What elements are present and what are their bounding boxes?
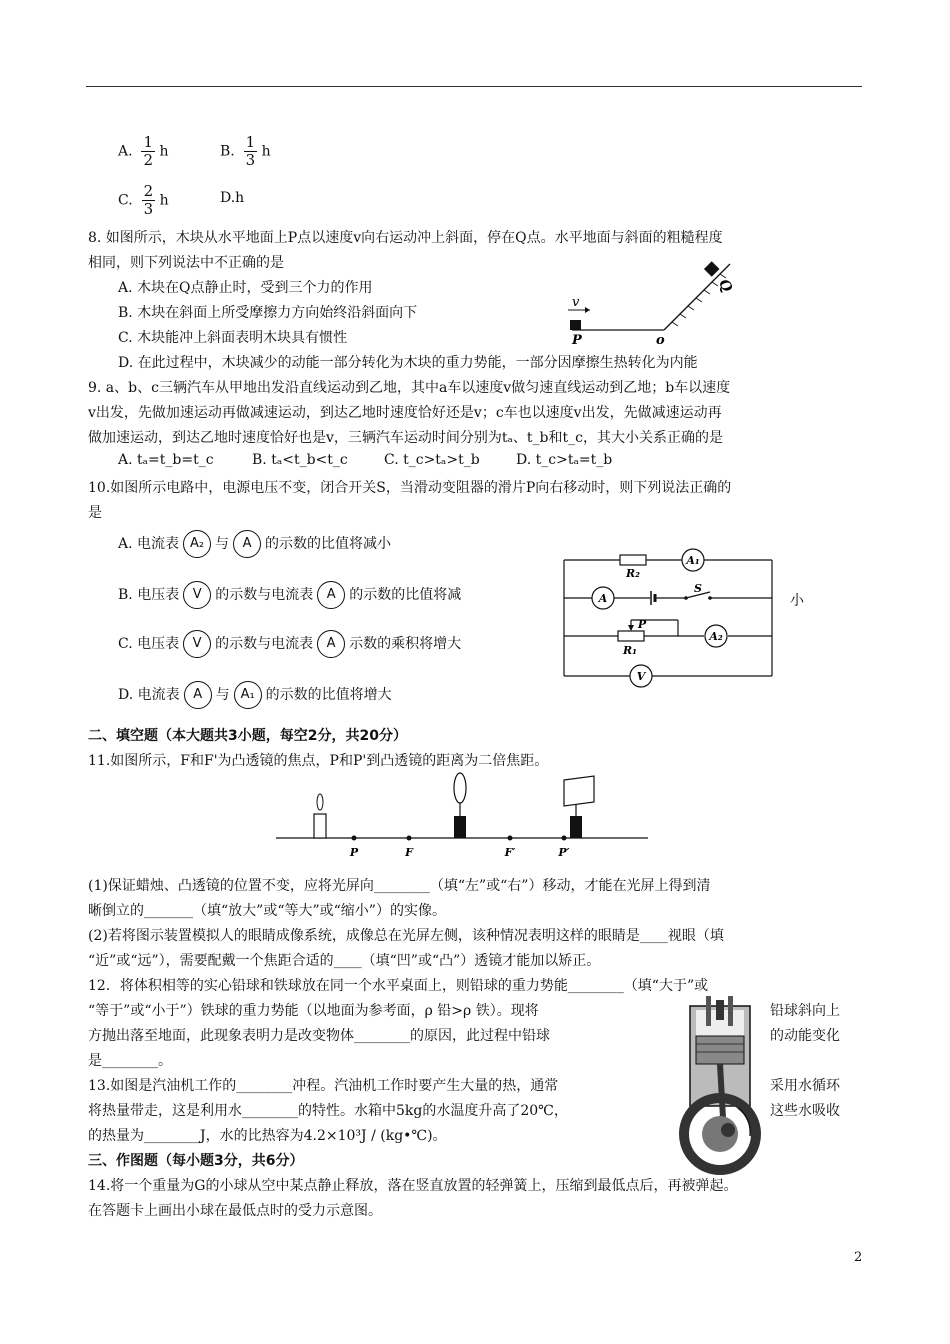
q12-line4: 是________。 xyxy=(88,1053,172,1069)
circuit-a1-label: A₁ xyxy=(686,554,700,567)
incline-figure xyxy=(560,250,740,346)
ammeter-a-icon: A xyxy=(317,581,345,609)
voltmeter-icon: V xyxy=(183,581,211,609)
q9-option-b: B. tₐ<t_b<t_c xyxy=(252,452,348,468)
point-p-prime-label: P′ xyxy=(558,846,570,859)
engine-cylinder-figure xyxy=(676,996,766,1178)
q12-line3: 方抛出落至地面，此现象表明力是改变物体________的原因，此过程中铅球 xyxy=(88,1028,550,1044)
ammeter-a-icon: A xyxy=(184,681,212,709)
q11-sub1-line2: 晰倒立的_______（填“放大”或“等大”或“缩小”）的实像。 xyxy=(88,903,446,919)
fraction: $\frac{2}{3}$ xyxy=(143,182,154,218)
lens-bench-figure xyxy=(272,772,652,862)
section-3-heading: 三、作图题（每小题3分，共6分） xyxy=(88,1153,304,1169)
q12-line1: 12．将体积相等的实心铅球和铁球放在同一个水平桌面上，则铅球的重力势能________（填“大于”或 xyxy=(88,978,709,994)
block-p xyxy=(570,320,581,330)
circuit-s-label: S xyxy=(694,582,702,595)
point-q-label: Q xyxy=(715,276,736,296)
q11-sub2-line2: “近”或“远”），需要配戴一个焦距合适的____（填“凹”或“凸”）透镜才能加以矫正。 xyxy=(88,953,601,969)
circuit-v-label: V xyxy=(636,670,646,683)
q13-line1: 13.如图是汽油机工作的________冲程。汽油机工作时要产生大量的热，通常 xyxy=(88,1078,559,1094)
circuit-r2-label: R₂ xyxy=(626,567,640,580)
q10-option-c: C. 电压表 V 的示数与电流表 A 示数的乘积将增大 xyxy=(118,630,461,658)
q7-option-c: C. $\frac{2}{3}$ h xyxy=(118,182,169,218)
q8-option-a: A. 木块在Q点静止时，受到三个力的作用 xyxy=(118,280,373,296)
ammeter-a2-icon: A₂ xyxy=(183,530,211,558)
q8-stem-line2: 相同，则下列说法中不正确的是 xyxy=(88,255,284,271)
candle-flame xyxy=(317,794,323,810)
light-screen xyxy=(564,776,594,806)
q9-option-c: C. t_c>tₐ>t_b xyxy=(384,452,480,468)
q8-option-b: B. 木块在斜面上所受摩擦力方向始终沿斜面向下 xyxy=(118,305,418,321)
q9-stem-line1: 9. a、b、c三辆汽车从甲地出发沿直线运动到乙地，其中a车以速度v做匀速直线运动到乙地；b车以速度 xyxy=(88,380,731,396)
q7-option-d: D.h xyxy=(220,190,245,206)
candle xyxy=(314,814,326,838)
q10-option-a: A. 电流表 A₂ 与 A 的示数的比值将减小 xyxy=(118,530,391,558)
voltmeter-icon: V xyxy=(183,630,211,658)
q8-option-d: D. 在此过程中，木块减少的动能一部分转化为木块的重力势能，一部分因摩擦生热转化为内能 xyxy=(118,355,698,371)
point-p-label: P xyxy=(572,333,582,346)
q12-line2: “等于”或“小于”）铁球的重力势能（以地面为参考面，ρ 铅>ρ 铁）。现将 xyxy=(88,1003,539,1019)
velocity-label: v xyxy=(572,295,580,310)
q7-option-a: A. $\frac{1}{2}$ h xyxy=(118,133,169,169)
q8-option-c: C. 木块能冲上斜面表明木块具有惯性 xyxy=(118,330,348,346)
circuit-diagram xyxy=(560,548,776,688)
circuit-r1-label: R₁ xyxy=(623,644,637,657)
section-2-heading: 二、填空题（本大题共3小题，每空2分，共20分） xyxy=(88,728,407,744)
q14-line2: 在答题卡上画出小球在最低点时的受力示意图。 xyxy=(88,1203,382,1219)
convex-lens xyxy=(454,773,466,803)
ammeter-a1-icon: A₁ xyxy=(234,681,262,709)
point-o-label: o xyxy=(656,333,665,346)
fraction: $\frac{1}{3}$ xyxy=(245,133,256,169)
q13-line1-right: 采用水循环 xyxy=(770,1078,840,1094)
q13-line2: 将热量带走，这是利用水________的特性。水箱中5kg的水温度升高了20℃， xyxy=(88,1103,568,1119)
header-rule xyxy=(86,86,862,87)
q9-stem-line2: v出发，先做加速运动再做减速运动，到达乙地时速度恰好还是v；c车也以速度v出发，先做减速运动再 xyxy=(88,405,722,421)
q7-option-b: B. $\frac{1}{3}$ h xyxy=(220,133,271,169)
ammeter-a-icon: A xyxy=(233,530,261,558)
circuit-a-label: A xyxy=(598,592,608,605)
q10-stem-line2: 是 xyxy=(88,505,102,521)
ammeter-a-icon: A xyxy=(317,630,345,658)
block-q xyxy=(704,261,720,277)
q9-option-d: D. t_c>tₐ=t_b xyxy=(516,452,613,468)
q13-line2-right: 这些水吸收 xyxy=(770,1103,840,1119)
q13-line3: 的热量为________J，水的比热容为4.2×10³J / (kg•℃)。 xyxy=(88,1128,447,1144)
q12-line2-right: 铅球斜向上 xyxy=(770,1003,840,1019)
q11-stem: 11.如图所示，F和F'为凸透镜的焦点，P和P'到凸透镜的距离为二倍焦距。 xyxy=(88,753,549,769)
page-number: 2 xyxy=(854,1250,863,1265)
q12-line3-right: 的动能变化 xyxy=(770,1028,840,1044)
q9-option-a: A. tₐ=t_b=t_c xyxy=(118,452,214,468)
point-f-label: F xyxy=(405,846,413,859)
q8-stem-line1: 8. 如图所示，木块从水平地面上P点以速度v向右运动冲上斜面，停在Q点。水平地面与斜面的粗糙程度 xyxy=(88,230,723,246)
q10-option-d: D. 电流表 A 与 A₁ 的示数的比值将增大 xyxy=(118,681,392,709)
q11-sub1-line1: (1)保证蜡烛、凸透镜的位置不变，应将光屏向________（填“左”或“右”）移动，才能在光屏上得到清 xyxy=(88,878,711,894)
point-p-label: P xyxy=(349,846,359,859)
q9-stem-line3: 做加速运动，到达乙地时速度恰好也是v，三辆汽车运动时间分别为tₐ、t_b和t_c，其大小关系正确的是 xyxy=(88,430,723,446)
q10-stem-line1: 10.如图所示电路中，电源电压不变，闭合开关S，当滑动变阻器的滑片P向右移动时，则下列说法正确的 xyxy=(88,480,732,496)
circuit-a2-label: A₂ xyxy=(709,630,723,643)
q10-option-b: B. 电压表 V 的示数与电流表 A 的示数的比值将减 xyxy=(118,581,461,609)
point-f-prime-label: F′ xyxy=(504,846,516,859)
q10-option-b-tail: 小 xyxy=(790,593,804,609)
q14-line1: 14.将一个重量为G的小球从空中某点静止释放，落在竖直放置的轻弹簧上，压缩到最低点后，再被弹起。 xyxy=(88,1178,738,1194)
fraction: $\frac{1}{2}$ xyxy=(143,133,154,169)
q11-sub2-line1: (2)若将图示装置模拟人的眼睛成像系统，成像总在光屏左侧，该种情况表明这样的眼睛是____视眼（填 xyxy=(88,928,724,944)
circuit-p-label: P xyxy=(637,618,647,631)
